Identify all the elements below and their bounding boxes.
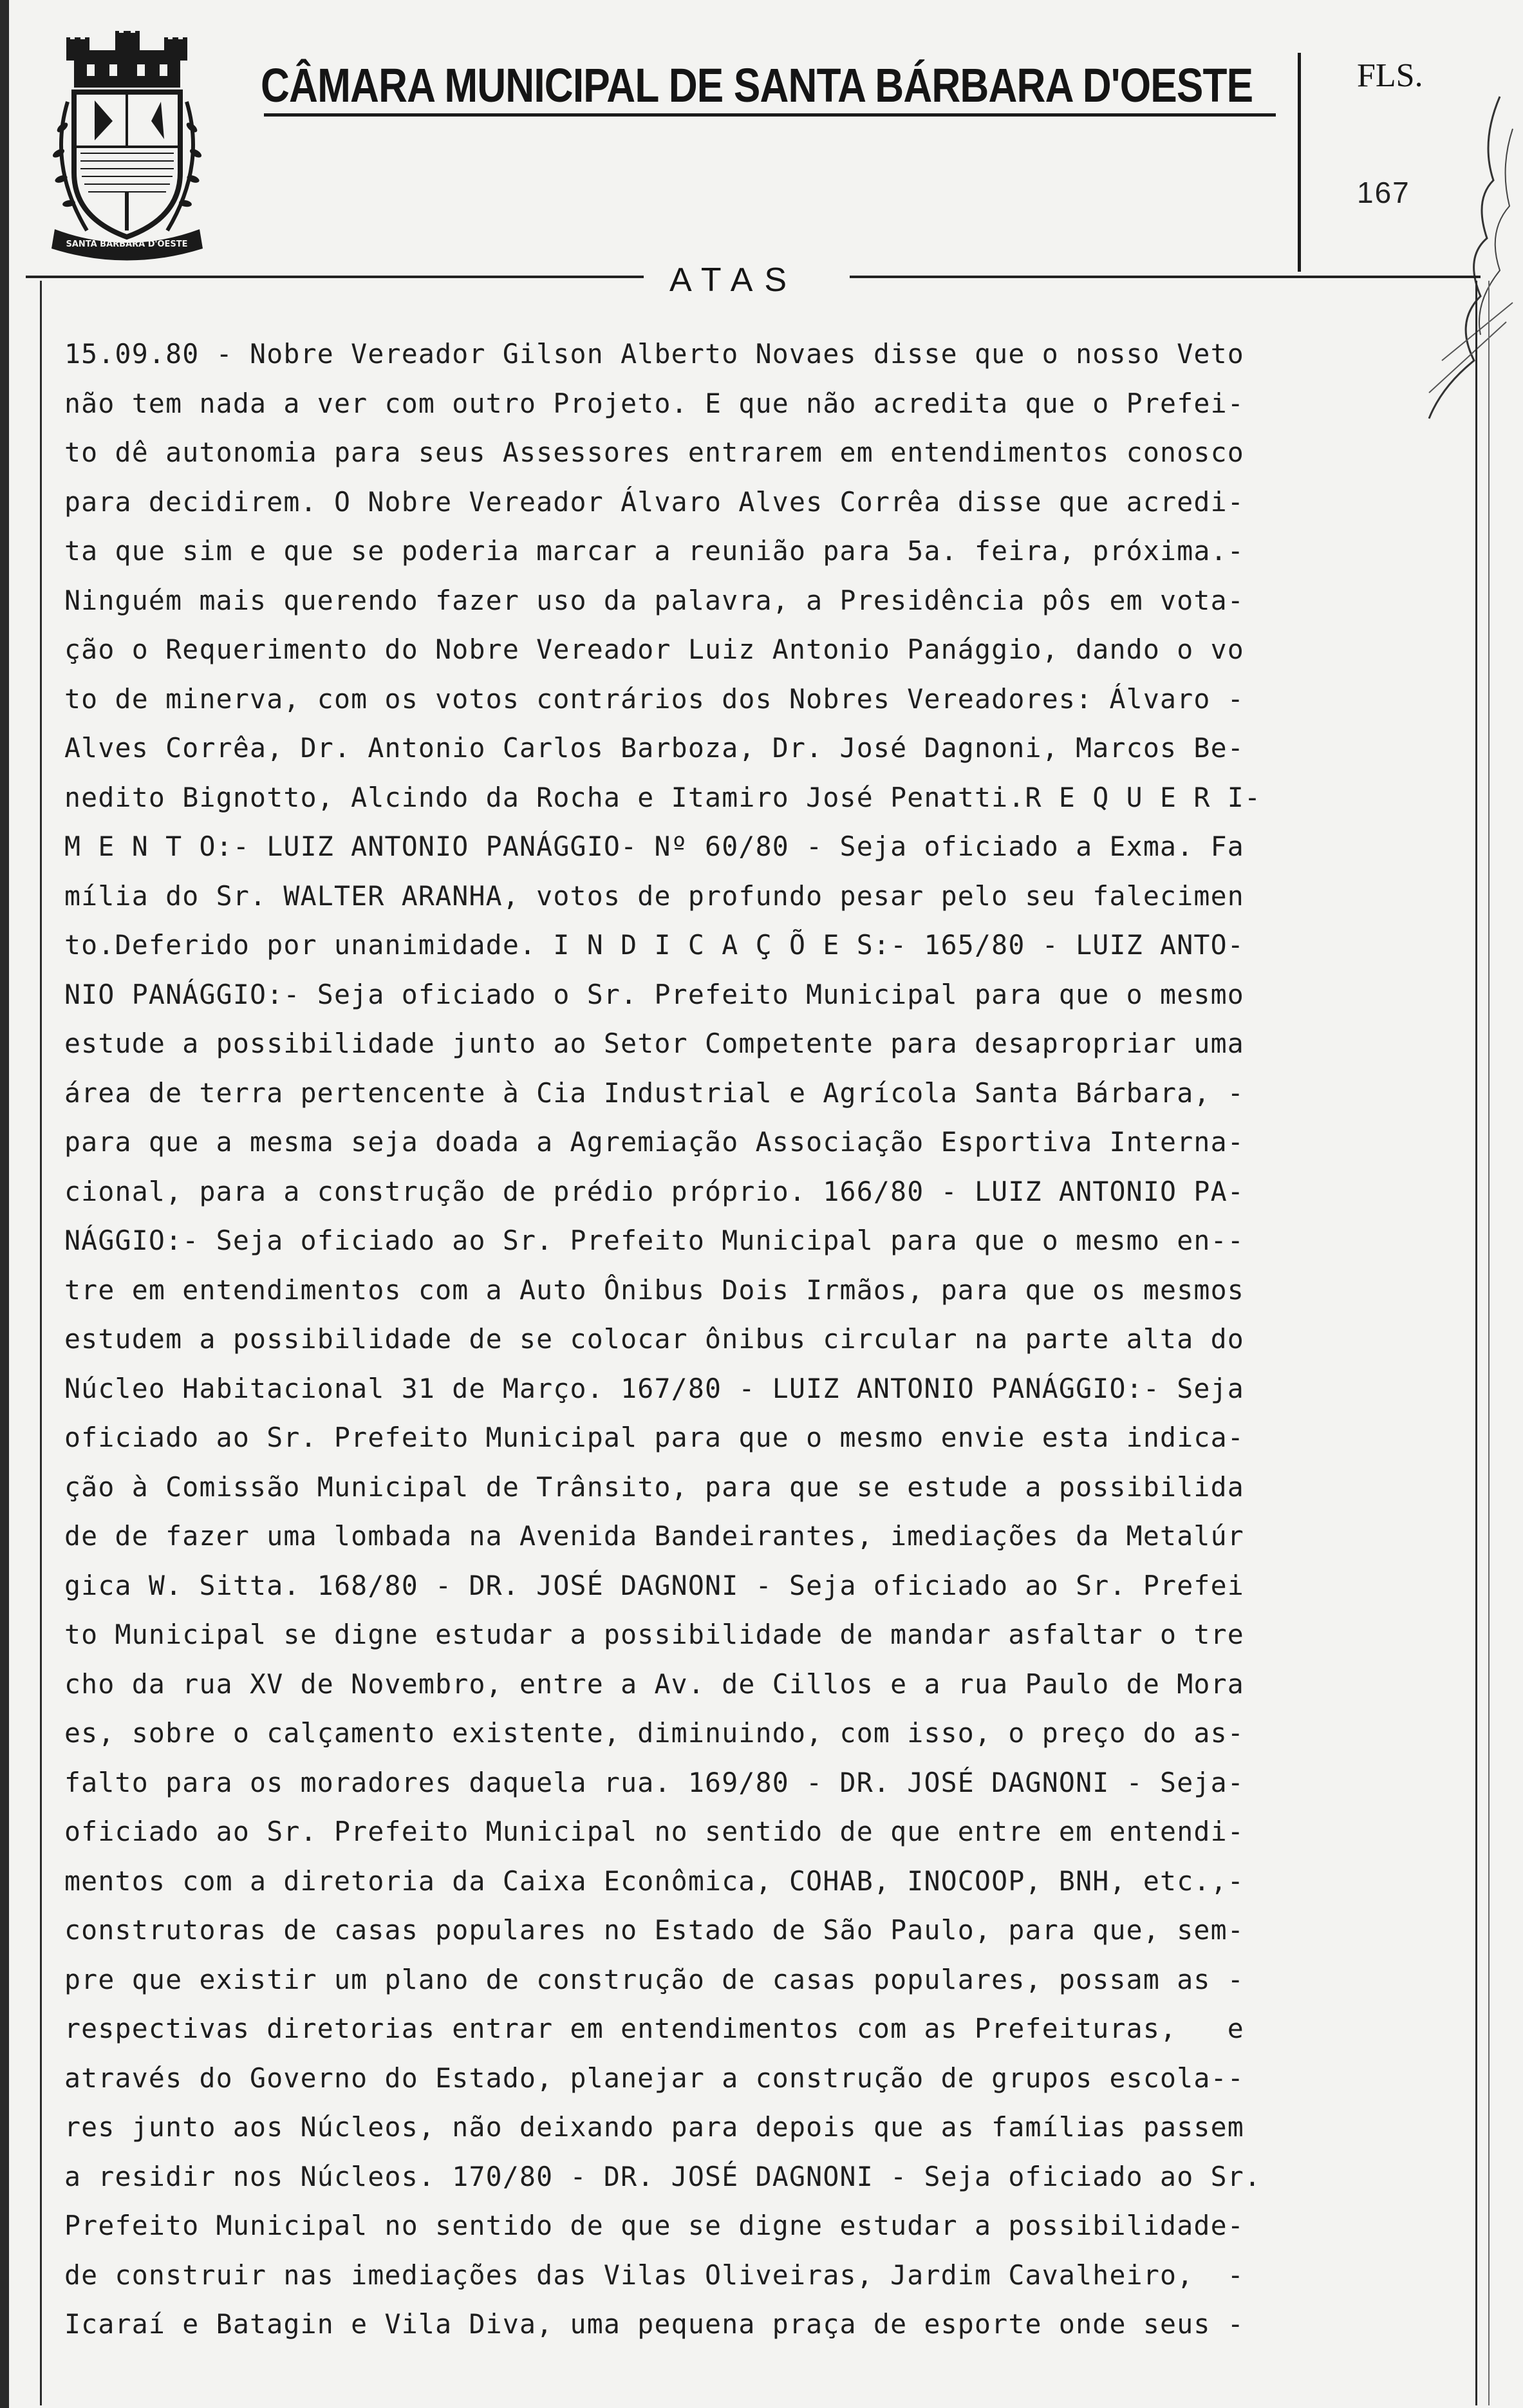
- atas-rule-left: [26, 276, 644, 278]
- text-line: res junto aos Núcleos, não deixando para depois que as famílias passem: [64, 2111, 1244, 2143]
- text-line: to Municipal se digne estudar a possibilidade de mandar asfaltar o tre: [64, 1619, 1244, 1650]
- scan-edge: [0, 0, 9, 2408]
- title-rule: [264, 113, 1276, 117]
- text-line: mília do Sr. WALTER ARANHA, votos de profundo pesar pelo seu falecimen: [64, 879, 1244, 912]
- frame-right-outer: [1488, 281, 1490, 2405]
- text-line: Núcleo Habitacional 31 de Março. 167/80 - LUIZ ANTONIO PANÁGGIO:- Seja: [64, 1372, 1244, 1404]
- text-line: ção o Requerimento do Nobre Vereador Luiz Antonio Panággio, dando o vo: [64, 634, 1244, 665]
- text-line: falto para os moradores daquela rua. 169/80 - DR. JOSÉ DAGNONI - Seja-: [64, 1766, 1244, 1798]
- text-line: cho da rua XV de Novembro, entre a Av. de Cillos e a rua Paulo de Mora: [64, 1668, 1244, 1700]
- text-line: Icaraí e Batagin e Vila Diva, uma pequena praça de esporte onde seus -: [64, 2308, 1244, 2340]
- text-line: NÁGGIO:- Seja oficiado ao Sr. Prefeito Municipal para que o mesmo en--: [64, 1225, 1244, 1256]
- text-line: respectivas diretorias entrar em entendimentos com as Prefeituras, e: [64, 2013, 1244, 2044]
- page-number: 167: [1357, 176, 1410, 209]
- section-title: ATAS: [669, 261, 799, 299]
- text-line: 15.09.80 - Nobre Vereador Gilson Alberto Novaes disse que o nosso Veto: [64, 338, 1244, 370]
- text-line: M E N T O:- LUIZ ANTONIO PANÁGGIO- Nº 60/80 - Seja oficiado a Exma. Fa: [64, 831, 1244, 862]
- frame-right: [1475, 281, 1477, 2405]
- header-divider: [1298, 53, 1301, 272]
- text-line: gica W. Sitta. 168/80 - DR. JOSÉ DAGNONI - Seja oficiado ao Sr. Prefei: [64, 1569, 1244, 1601]
- text-line: ção à Comissão Municipal de Trânsito, para que se estude a possibilida: [64, 1471, 1244, 1503]
- text-line: ta que sim e que se poderia marcar a reunião para 5a. feira, próxima.-: [64, 535, 1244, 567]
- crest-ribbon-text: SANTA BARBARA D'OESTE: [66, 240, 188, 249]
- text-line: mentos com a diretoria da Caixa Econômica, COHAB, INOCOOP, BNH, etc.,-: [64, 1865, 1244, 1897]
- municipal-crest-icon: [48, 24, 206, 263]
- chamber-title: CÂMARA MUNICIPAL DE SANTA BÁRBARA D'OESTE: [261, 59, 1253, 112]
- text-line: to de minerva, com os votos contrários dos Nobres Vereadores: Álvaro -: [64, 682, 1244, 715]
- text-line: não tem nada a ver com outro Projeto. E que não acredita que o Prefei-: [64, 387, 1244, 419]
- text-line: Prefeito Municipal no sentido de que se digne estudar a possibilidade-: [64, 2210, 1244, 2241]
- text-line: oficiado ao Sr. Prefeito Municipal para que o mesmo envie esta indica-: [64, 1422, 1244, 1453]
- text-line: para que a mesma seja doada a Agremiação Associação Esportiva Interna-: [64, 1126, 1244, 1158]
- text-line: construtoras de casas populares no Estado de São Paulo, para que, sem-: [64, 1914, 1244, 1946]
- text-line: para decidirem. O Nobre Vereador Álvaro Alves Corrêa disse que acredi-: [64, 485, 1244, 518]
- text-line: através do Governo do Estado, planejar a construção de grupos escola--: [64, 2062, 1244, 2094]
- text-line: to dê autonomia para seus Assessores entrarem em entendimentos conosco: [64, 437, 1244, 468]
- text-line: pre que existir um plano de construção de casas populares, possam as -: [64, 1963, 1244, 1995]
- text-line: oficiado ao Sr. Prefeito Municipal no sentido de que entre em entendi-: [64, 1816, 1244, 1847]
- text-line: Ninguém mais querendo fazer uso da palavra, a Presidência pôs em vota-: [64, 584, 1244, 616]
- fls-label: FLS.: [1357, 57, 1423, 94]
- text-line: Alves Corrêa, Dr. Antonio Carlos Barboza, Dr. José Dagnoni, Marcos Be-: [64, 732, 1244, 764]
- text-line: nedito Bignotto, Alcindo da Rocha e Itamiro José Penatti.R E Q U E R I-: [64, 781, 1262, 813]
- text-line: es, sobre o calçamento existente, diminuindo, com isso, o preço do as-: [64, 1717, 1244, 1749]
- text-line: estudem a possibilidade de se colocar ônibus circular na parte alta do: [64, 1323, 1244, 1355]
- frame-left: [40, 281, 42, 2405]
- text-line: NIO PANÁGGIO:- Seja oficiado o Sr. Prefeito Municipal para que o mesmo: [64, 978, 1244, 1010]
- text-line: estude a possibilidade junto ao Setor Competente para desapropriar uma: [64, 1028, 1244, 1059]
- text-line: to.Deferido por unanimidade. I N D I C A Ç Õ E S:- 165/80 - LUIZ ANTO-: [64, 929, 1244, 961]
- text-line: de construir nas imediações das Vilas Oliveiras, Jardim Cavalheiro, -: [64, 2259, 1244, 2291]
- atas-rule-right: [850, 276, 1481, 278]
- text-line: tre em entendimentos com a Auto Ônibus Dois Irmãos, para que os mesmos: [64, 1274, 1244, 1306]
- text-line: área de terra pertencente à Cia Industrial e Agrícola Santa Bárbara, -: [64, 1077, 1244, 1109]
- text-line: de de fazer uma lombada na Avenida Bandeirantes, imediações da Metalúr: [64, 1520, 1244, 1552]
- minutes-text: [64, 330, 1468, 2349]
- text-line: cional, para a construção de prédio próprio. 166/80 - LUIZ ANTONIO PA-: [64, 1175, 1244, 1207]
- text-line: a residir nos Núcleos. 170/80 - DR. JOSÉ DAGNONI - Seja oficiado ao Sr.: [64, 2160, 1262, 2192]
